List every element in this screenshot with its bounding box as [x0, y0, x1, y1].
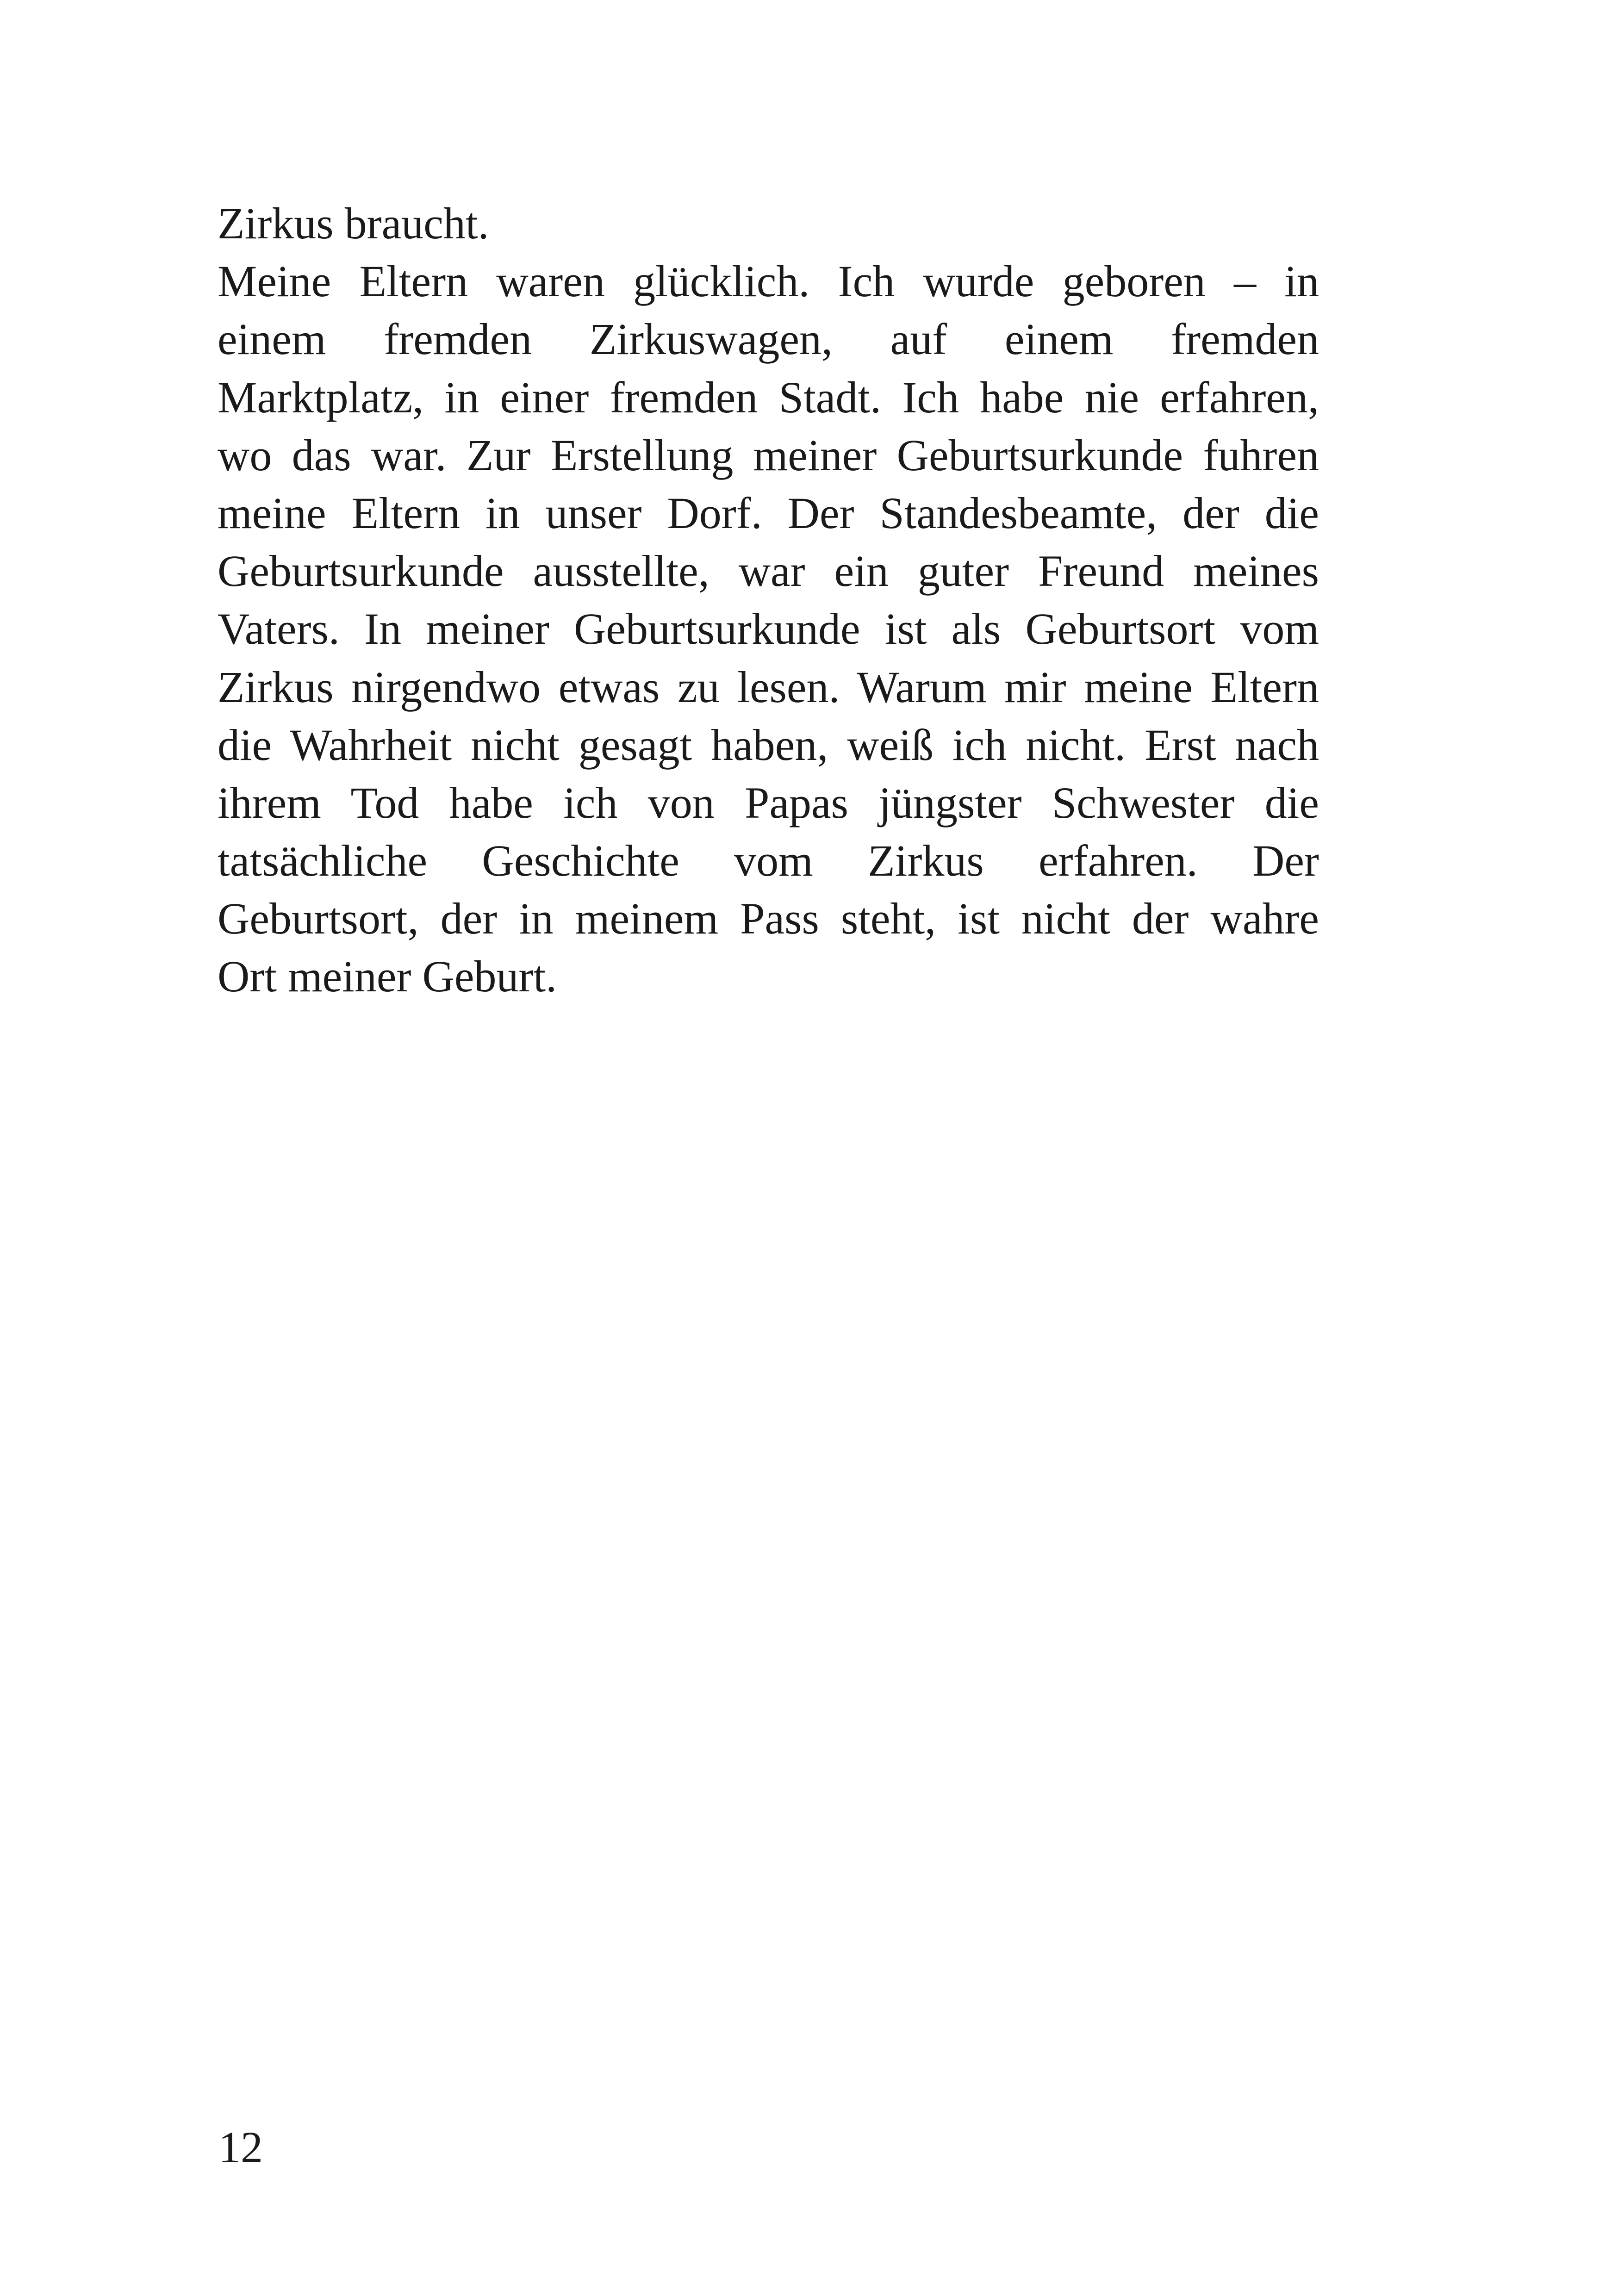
text-line: Meine Eltern waren glücklich. Ich wurde geboren – in — [218, 256, 1319, 306]
text-line: wo das war. Zur Erstellung meiner Geburtsurkunde fuhren — [218, 430, 1319, 480]
text-line: Marktplatz, in einer fremden Stadt. Ich habe nie erfahren, — [218, 372, 1319, 422]
text-line: Geburtsurkunde ausstellte, war ein guter Freund meines — [218, 546, 1319, 596]
text-line: ihrem Tod habe ich von Papas jüngster Schwester die — [218, 778, 1319, 828]
text-line: Vaters. In meiner Geburtsurkunde ist als Geburtsort vom — [218, 604, 1319, 654]
body-text — [218, 194, 1319, 1006]
text-line: einem fremden Zirkuswagen, auf einem fremden — [218, 314, 1319, 364]
text-line: Zirkus nirgendwo etwas zu lesen. Warum mir meine Eltern — [218, 662, 1319, 712]
text-line: meine Eltern in unser Dorf. Der Standesbeamte, der die — [218, 488, 1319, 538]
page-number: 12 — [218, 2122, 263, 2172]
text-line: Zirkus braucht. — [218, 199, 489, 248]
text-line: Ort meiner Geburt. — [218, 952, 557, 1002]
text-line: Geburtsort, der in meinem Pass steht, ist nicht der wahre — [218, 894, 1319, 944]
text-line: die Wahrheit nicht gesagt haben, weiß ich nicht. Erst nach — [218, 720, 1319, 770]
text-line: tatsächliche Geschichte vom Zirkus erfahren. Der — [218, 836, 1319, 886]
